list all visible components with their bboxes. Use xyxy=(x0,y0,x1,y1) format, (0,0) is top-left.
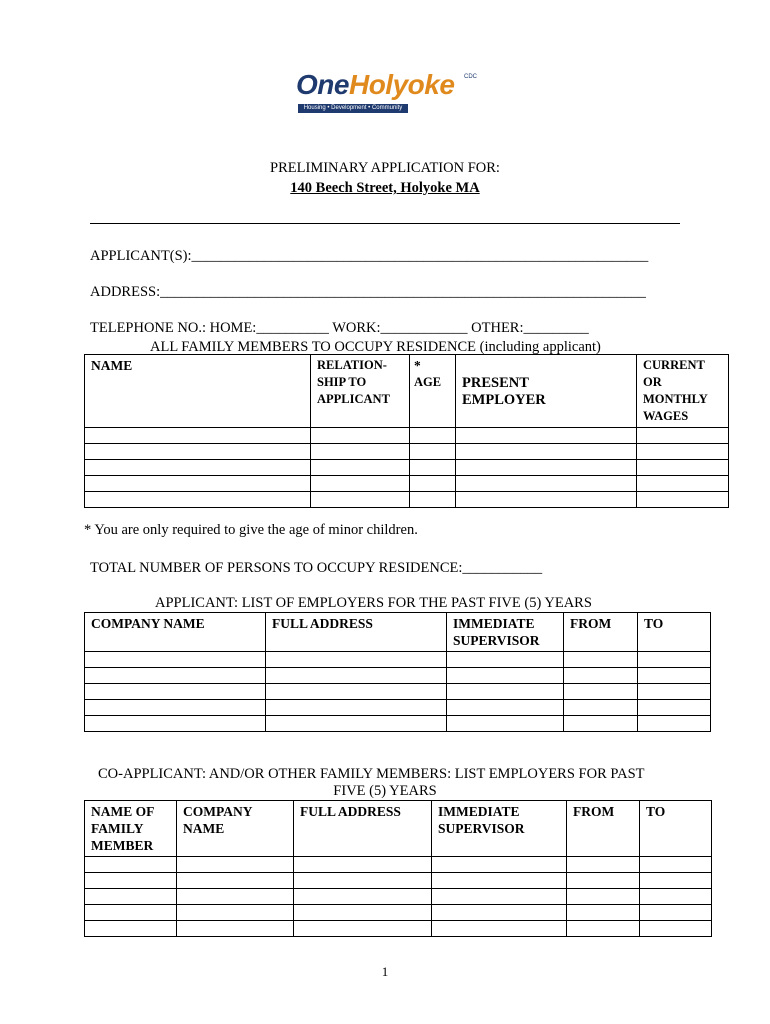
family-header-row xyxy=(85,355,729,428)
table-row[interactable] xyxy=(85,921,712,937)
coapplicant-employers-title-line2: FIVE (5) YEARS xyxy=(333,783,437,799)
col-from: FROM xyxy=(564,613,638,652)
col-immediate-supervisor: IMMEDIATE SUPERVISOR xyxy=(432,801,567,857)
family-table-title: ALL FAMILY MEMBERS TO OCCUPY RESIDENCE (including applicant) xyxy=(150,339,601,355)
col-family-member-name: NAME OF FAMILY MEMBER xyxy=(85,801,177,857)
col-wages: CURRENT OR MONTHLY WAGES xyxy=(637,355,729,428)
logo-one-text: One xyxy=(296,69,349,100)
age-asterisk: * xyxy=(414,358,421,373)
header-divider xyxy=(90,223,680,224)
table-row[interactable] xyxy=(85,700,711,716)
logo-wordmark xyxy=(296,68,454,102)
form-title: PRELIMINARY APPLICATION FOR: xyxy=(270,160,500,176)
logo-cdc-text: CDC xyxy=(464,74,477,80)
telephone-field[interactable]: TELEPHONE NO.: HOME:__________ WORK:____________ OTHER:_________ xyxy=(90,320,589,336)
coapplicant-employers-table xyxy=(84,800,712,937)
col-relationship: RELATION- SHIP TO APPLICANT xyxy=(311,355,410,428)
table-row[interactable] xyxy=(85,460,729,476)
table-row[interactable] xyxy=(85,668,711,684)
coapplicant-employers-header-row xyxy=(85,801,712,857)
property-address: 140 Beech Street, Holyoke MA xyxy=(290,180,480,196)
col-age xyxy=(410,355,456,428)
col-to: TO xyxy=(638,613,711,652)
col-full-address: FULL ADDRESS xyxy=(266,613,447,652)
table-row[interactable] xyxy=(85,492,729,508)
col-name: NAME xyxy=(85,355,311,428)
age-label: AGE xyxy=(414,375,442,389)
table-row[interactable] xyxy=(85,857,712,873)
table-row[interactable] xyxy=(85,652,711,668)
address-field[interactable]: ADDRESS:___________________________________________________________________ xyxy=(90,284,646,300)
col-to: TO xyxy=(640,801,712,857)
total-persons-field[interactable]: TOTAL NUMBER OF PERSONS TO OCCUPY RESIDENCE:___________ xyxy=(90,560,543,576)
col-company-name: COMPANY NAME xyxy=(177,801,294,857)
table-row[interactable] xyxy=(85,889,712,905)
applicant-employers-header-row xyxy=(85,613,711,652)
coapplicant-employers-title-line1: CO-APPLICANT: AND/OR OTHER FAMILY MEMBERS: LIST EMPLOYERS FOR PAST xyxy=(98,766,645,782)
table-row[interactable] xyxy=(85,428,729,444)
applicants-field[interactable]: APPLICANT(S):_______________________________________________________________ xyxy=(90,248,649,264)
col-full-address: FULL ADDRESS xyxy=(294,801,432,857)
table-row[interactable] xyxy=(85,716,711,732)
table-row[interactable] xyxy=(85,444,729,460)
col-present-employer: PRESENT EMPLOYER xyxy=(456,355,637,428)
table-row[interactable] xyxy=(85,905,712,921)
table-row[interactable] xyxy=(85,873,712,889)
table-row[interactable] xyxy=(85,684,711,700)
one-holyoke-logo xyxy=(296,68,476,118)
applicant-employers-title: APPLICANT: LIST OF EMPLOYERS FOR THE PAST FIVE (5) YEARS xyxy=(155,595,592,611)
logo-tagline: Housing • Development • Community xyxy=(298,104,408,113)
table-row[interactable] xyxy=(85,476,729,492)
col-from: FROM xyxy=(567,801,640,857)
logo-holyoke-text: Holyoke xyxy=(348,69,455,100)
family-members-table xyxy=(84,354,729,508)
col-immediate-supervisor: IMMEDIATE SUPERVISOR xyxy=(447,613,564,652)
page-number: 1 xyxy=(381,964,389,979)
age-footnote: * You are only required to give the age of minor children. xyxy=(84,522,418,538)
col-company-name: COMPANY NAME xyxy=(85,613,266,652)
applicant-employers-table xyxy=(84,612,711,732)
